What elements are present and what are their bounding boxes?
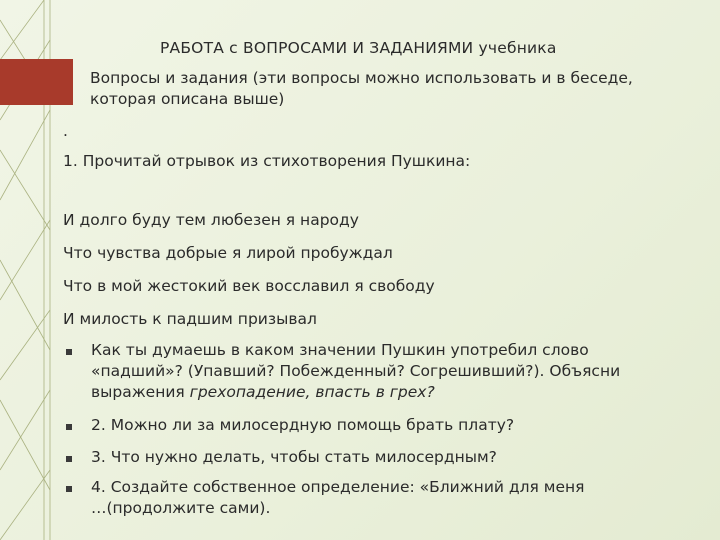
- question-1: [91, 340, 620, 403]
- question-1-line-2: «падший»? (Упавший? Побежденный? Согрешивший?). Объясни: [91, 362, 621, 380]
- poem-line-1: И долго буду тем любезен я народу: [63, 211, 359, 229]
- bullet-marker: [66, 456, 72, 462]
- question-4-line-1: 4. Создайте собственное определение: «Ближний для меня: [91, 478, 585, 496]
- question-4-line-2: …(продолжите сами).: [91, 499, 271, 517]
- question-1-line-1: Как ты думаешь в каком значении Пушкин употребил слово: [91, 341, 589, 359]
- intro-line-2: которая описана выше): [90, 90, 285, 108]
- question-4: [91, 477, 584, 519]
- poem-line-2: Что чувства добрые я лирой пробуждал: [63, 244, 393, 262]
- dot-marker: .: [63, 122, 68, 140]
- question-1-emphasis: грехопадение, впасть в грех?: [189, 383, 435, 401]
- slide-title: РАБОТА с ВОПРОСАМИ И ЗАДАНИЯМИ учебника: [160, 39, 557, 57]
- poem-line-3: Что в мой жестокий век восславил я свободу: [63, 277, 435, 295]
- bullet-marker: [66, 349, 72, 355]
- task-1: 1. Прочитай отрывок из стихотворения Пушкина:: [63, 152, 471, 170]
- bullet-marker: [66, 424, 72, 430]
- bullet-marker: [66, 486, 72, 492]
- poem-line-4: И милость к падшим призывал: [63, 310, 317, 328]
- intro-line-1: Вопросы и задания (эти вопросы можно использовать и в беседе,: [90, 69, 633, 87]
- intro-text: [90, 68, 633, 110]
- accent-bar: [0, 59, 73, 105]
- question-1-line-3: [91, 382, 620, 403]
- question-2: 2. Можно ли за милосердную помощь брать плату?: [91, 416, 515, 434]
- question-3: 3. Что нужно делать, чтобы стать милосердным?: [91, 448, 497, 466]
- question-1-line-3-text: выражения: [91, 383, 190, 401]
